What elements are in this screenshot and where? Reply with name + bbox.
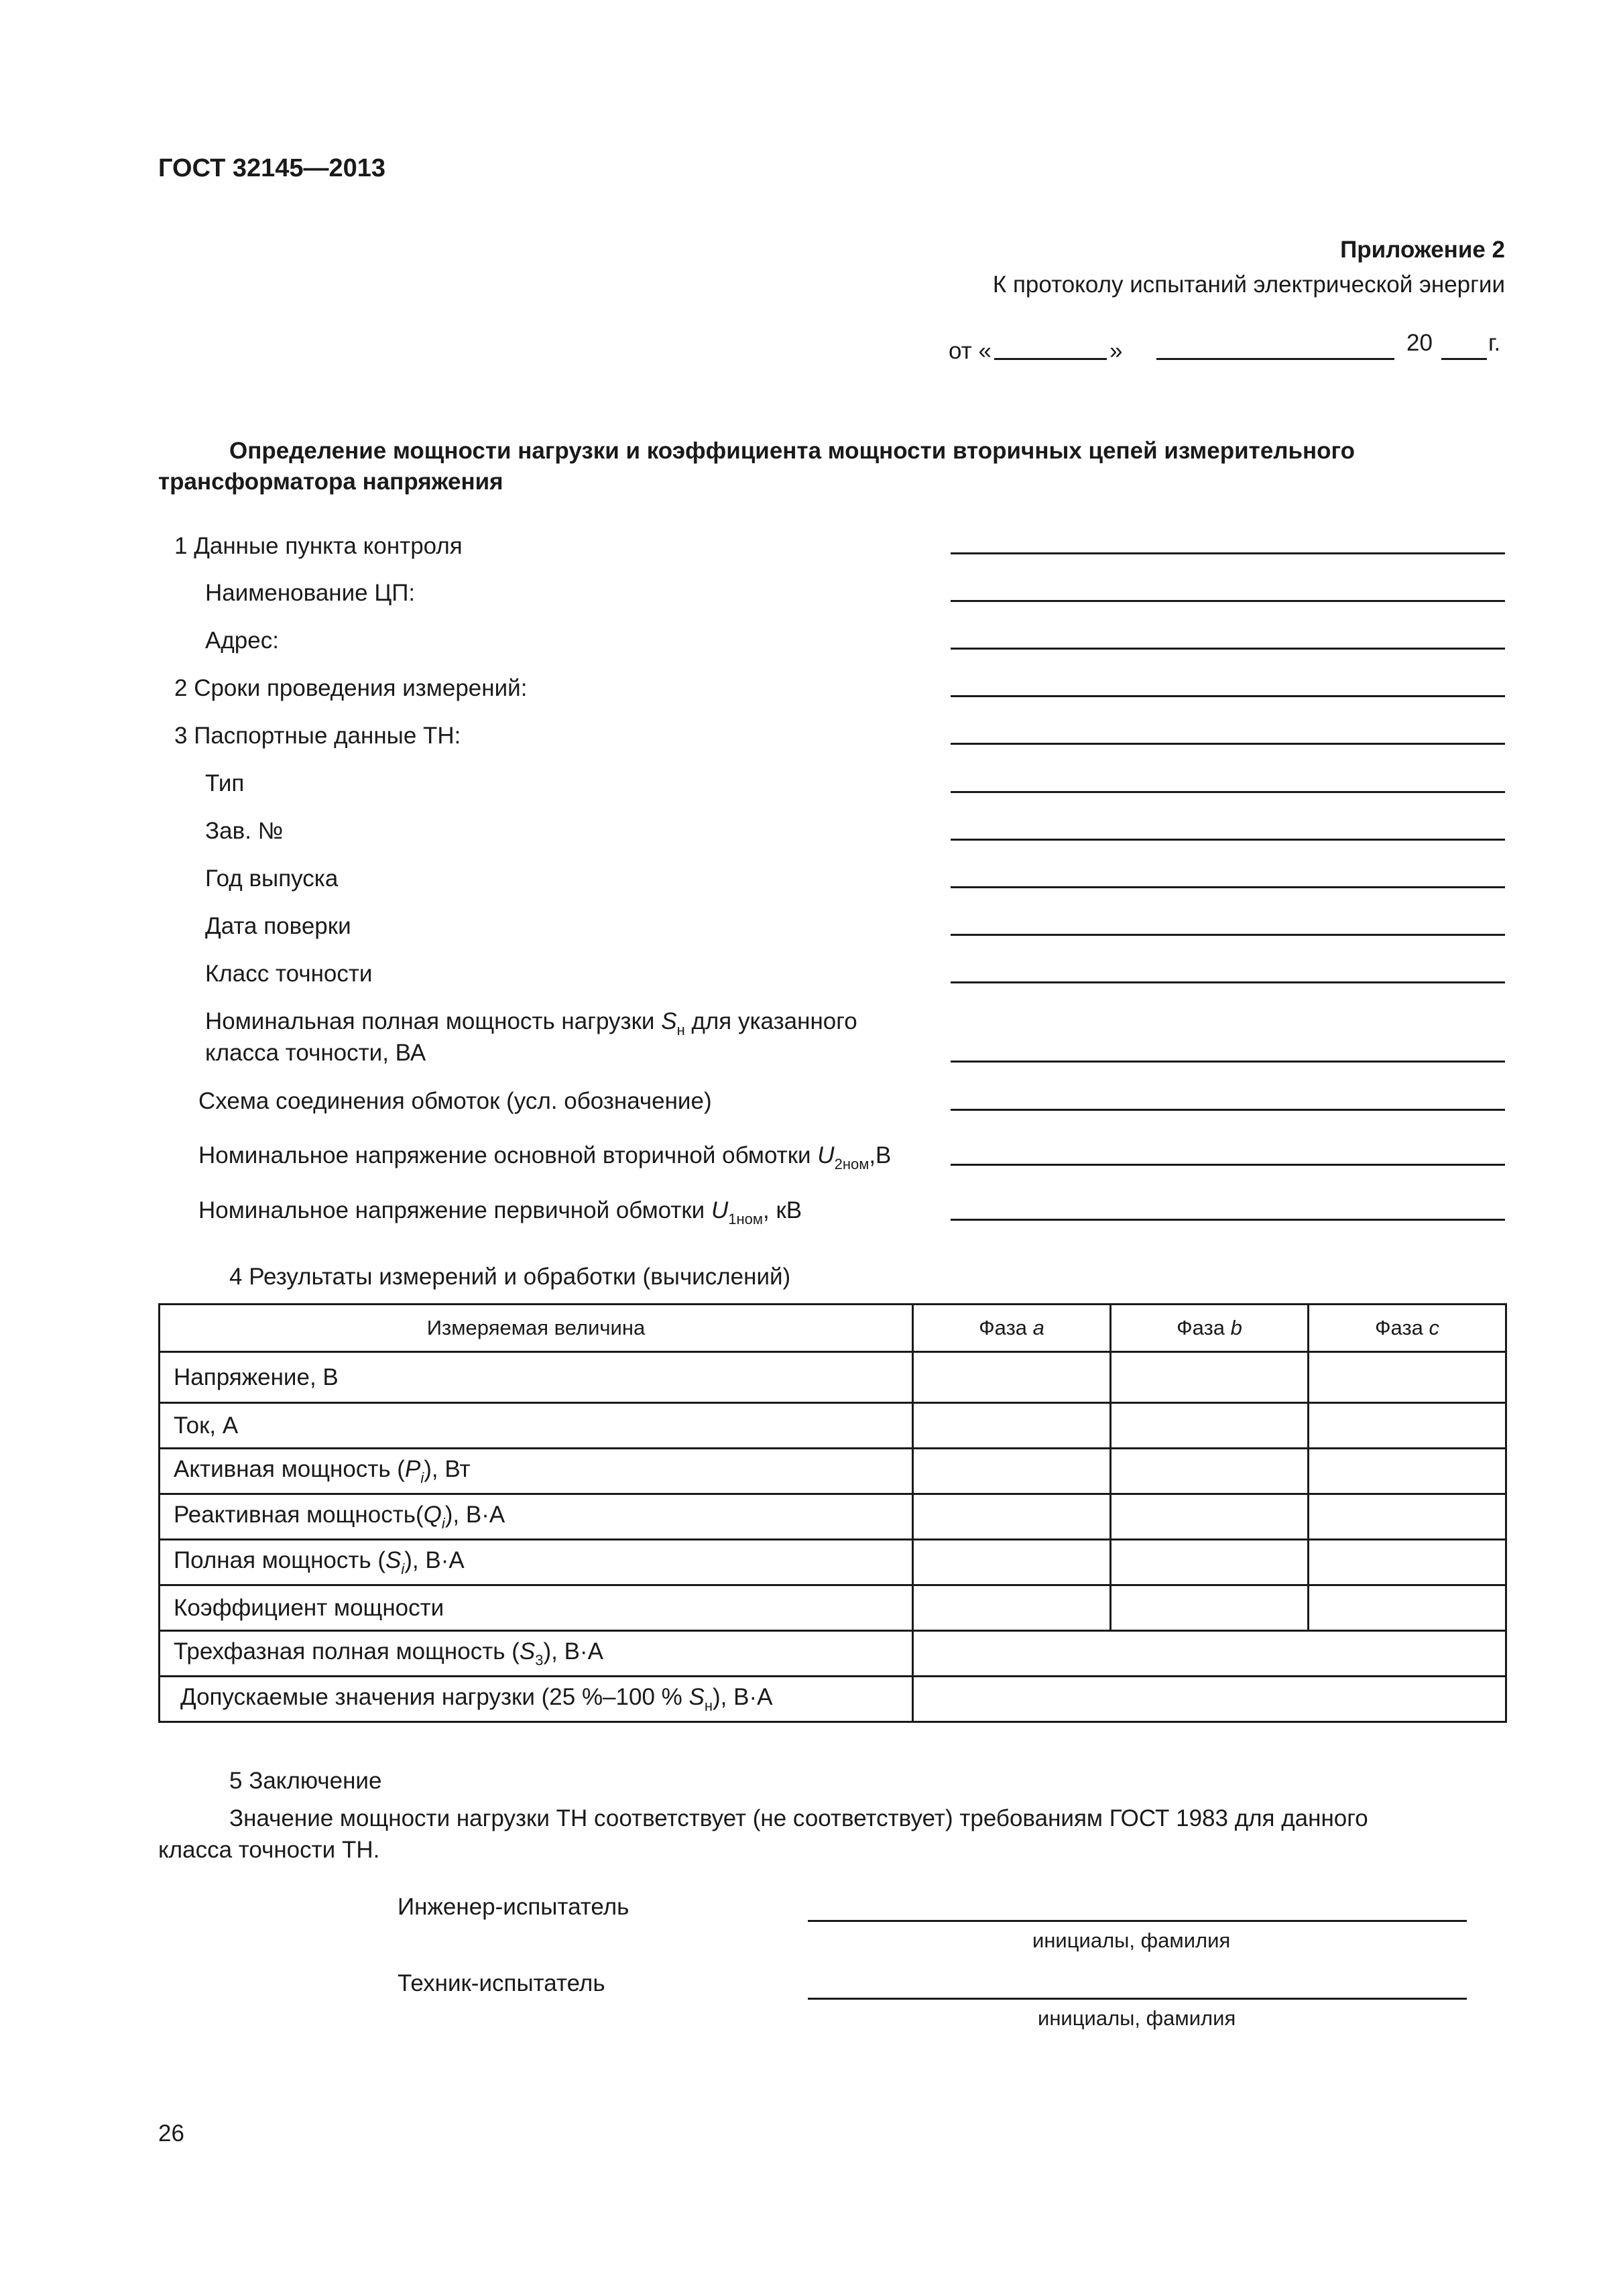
cell-pf-c[interactable] xyxy=(1309,1585,1506,1631)
cell-active-c[interactable] xyxy=(1309,1449,1506,1494)
row-label-power-factor: Коэффициент мощности xyxy=(160,1585,913,1631)
field-blank-winding-scheme[interactable] xyxy=(951,1109,1505,1111)
cell-active-b[interactable] xyxy=(1111,1449,1309,1494)
cell-reactive-b[interactable] xyxy=(1111,1494,1309,1540)
technician-signature-line[interactable] xyxy=(808,1998,1467,2000)
field-blank-secondary-voltage[interactable] xyxy=(951,1164,1505,1166)
table-row xyxy=(160,1494,1506,1540)
date-close: » xyxy=(1109,338,1123,364)
cell-current-b[interactable] xyxy=(1111,1403,1309,1449)
cell-full-c[interactable] xyxy=(1309,1540,1506,1585)
engineer-signature-caption: инициалы, фамилия xyxy=(1032,1929,1231,1952)
cell-pf-a[interactable] xyxy=(913,1585,1111,1631)
engineer-signature-line[interactable] xyxy=(808,1920,1467,1922)
cell-reactive-a[interactable] xyxy=(913,1494,1111,1540)
field-label-rated-power: Номинальная полная мощность нагрузки $S_н$ для указанного xyxy=(205,1008,857,1038)
table-row xyxy=(160,1540,1506,1585)
document-id: ГОСТ 32145—2013 xyxy=(158,154,386,182)
row-label-reactive-power: Реактивная $мощность(Q_i)$, В·А xyxy=(160,1494,913,1540)
table-row xyxy=(160,1403,1506,1449)
appendix-subtitle: К протоколу испытаний электрической энергии xyxy=(992,271,1505,298)
date-month-blank[interactable] xyxy=(1156,358,1394,360)
field-label-control-point: 1 Данные пункта контроля xyxy=(174,533,463,559)
cell-reactive-c[interactable] xyxy=(1309,1494,1506,1540)
cell-allowed-load-value[interactable] xyxy=(913,1677,1506,1722)
table-row xyxy=(160,1677,1506,1722)
conclusion-line-1: Значение мощности нагрузки ТН соответствует (не соответствует) требованиям ГОСТ 1983 для данного xyxy=(229,1805,1368,1831)
field-blank-serial[interactable] xyxy=(951,839,1505,841)
date-prefix: от « xyxy=(949,338,991,364)
field-blank-accuracy-class[interactable] xyxy=(951,981,1505,983)
table-row xyxy=(160,1631,1506,1677)
field-label-dates: 2 Сроки проведения измерений: xyxy=(174,675,528,701)
field-label-type: Тип xyxy=(205,770,245,796)
conclusion-line-2: класса точности ТН. xyxy=(158,1837,380,1863)
field-label-address: Адрес: xyxy=(205,627,279,654)
engineer-label: Инженер-испытатель xyxy=(398,1894,629,1920)
row-label-three-phase-power: Трехфазная полная мощность $(S_3)$, В·А xyxy=(160,1631,913,1677)
cell-three-phase-value[interactable] xyxy=(913,1631,1506,1677)
field-label-rated-power-cont: класса точности, ВА xyxy=(205,1040,426,1066)
year-suffix: г. xyxy=(1488,330,1501,356)
field-blank-address[interactable] xyxy=(951,648,1505,650)
field-label-secondary-voltage: Номинальное напряжение основной вторичной обмотки $U_{2ном},В$ xyxy=(198,1142,892,1172)
field-blank-primary-voltage[interactable] xyxy=(951,1219,1505,1221)
cell-voltage-a[interactable] xyxy=(913,1352,1111,1403)
cell-voltage-b[interactable] xyxy=(1111,1352,1309,1403)
field-blank-control-point[interactable] xyxy=(951,552,1505,554)
field-blank-year[interactable] xyxy=(951,886,1505,888)
section-title: Определение мощности нагрузки и коэффициента мощности вторичных цепей измерительного трансформатора напряжения xyxy=(158,438,1356,495)
cell-voltage-c[interactable] xyxy=(1309,1352,1506,1403)
technician-label: Техник-испытатель xyxy=(398,1970,605,1996)
header-phase-a: Фаза a xyxy=(913,1305,1111,1352)
year-prefix: 20 xyxy=(1406,330,1433,356)
date-year-blank[interactable] xyxy=(1441,358,1487,360)
field-blank-type[interactable] xyxy=(951,791,1505,793)
cell-full-a[interactable] xyxy=(913,1540,1111,1585)
field-blank-passport[interactable] xyxy=(951,743,1505,745)
cell-current-c[interactable] xyxy=(1309,1403,1506,1449)
field-label-verification-date: Дата поверки xyxy=(205,913,351,939)
field-label-accuracy-class: Класс точности xyxy=(205,961,373,987)
results-table xyxy=(158,1303,1507,1723)
row-label-full-power: Полная мощность $(S_i)$, В·А xyxy=(160,1540,913,1585)
page-number: 26 xyxy=(158,2120,184,2147)
header-phase-c: Фаза c xyxy=(1309,1305,1506,1352)
table-header-row xyxy=(160,1305,1506,1352)
field-label-primary-voltage: Номинальное напряжение первичной обмотки $U_{1ном}$, кВ xyxy=(198,1197,802,1227)
results-title: 4 Результаты измерений и обработки (вычислений) xyxy=(229,1264,791,1290)
row-label-current: Ток, А xyxy=(160,1403,913,1449)
table-row xyxy=(160,1352,1506,1403)
row-label-allowed-load: Допускаемые значения нагрузки (25 %–100 % $S_н$), В·А xyxy=(160,1677,913,1722)
field-label-winding-scheme: Схема соединения обмоток (усл. обозначение) xyxy=(198,1088,712,1114)
cell-full-b[interactable] xyxy=(1111,1540,1309,1585)
header-phase-b: Фаза b xyxy=(1111,1305,1309,1352)
field-label-serial: Зав. № xyxy=(205,818,284,844)
field-blank-verification-date[interactable] xyxy=(951,934,1505,936)
field-blank-rated-power[interactable] xyxy=(951,1061,1505,1063)
header-quantity: Измеряемая величина xyxy=(160,1305,913,1352)
table-row xyxy=(160,1585,1506,1631)
row-label-active-power: Активная мощность $(P_i)$, Вт xyxy=(160,1449,913,1494)
cell-active-a[interactable] xyxy=(913,1449,1111,1494)
field-label-year: Год выпуска xyxy=(205,865,339,892)
appendix-title: Приложение 2 xyxy=(1340,237,1505,263)
cell-pf-b[interactable] xyxy=(1111,1585,1309,1631)
field-blank-dates[interactable] xyxy=(951,695,1505,697)
conclusion-title: 5 Заключение xyxy=(229,1768,382,1794)
field-label-passport: 3 Паспортные данные ТН: xyxy=(174,723,461,749)
cell-current-a[interactable] xyxy=(913,1403,1111,1449)
table-row xyxy=(160,1449,1506,1494)
technician-signature-caption: инициалы, фамилия xyxy=(1038,2006,1236,2030)
date-day-blank[interactable] xyxy=(994,358,1107,360)
field-label-cp-name: Наименование ЦП: xyxy=(205,580,416,606)
field-blank-cp-name[interactable] xyxy=(951,600,1505,602)
row-label-voltage: Напряжение, В xyxy=(160,1352,913,1403)
